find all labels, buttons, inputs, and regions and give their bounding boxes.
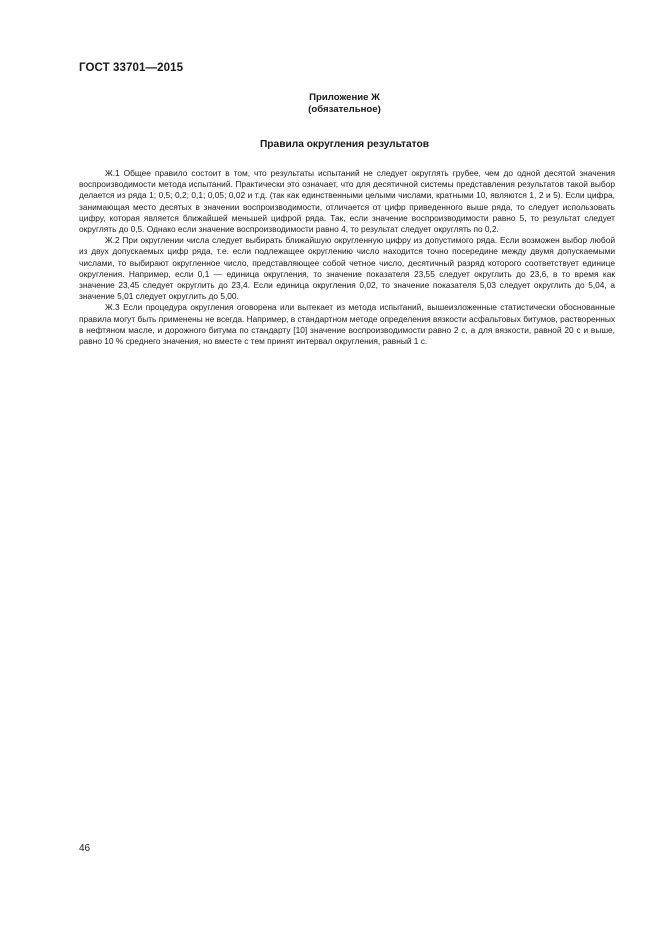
page-number: 46 — [79, 843, 91, 854]
document-header: ГОСТ 33701—2015 — [79, 62, 184, 74]
paragraph-zh2: Ж.2 При округлении числа следует выбирать ближайшую округленную цифру из допустимого ряда. Если возможен выбор любой из двух допускаемых цифр ряда, т.е. если подлежащее округлению число находится точно посередине между двумя допускаемыми числами, то выбирают округленное число, представляющее собой четное число, десятичный разряд которого соответствует единице округления. Например, если 0,1 — единица округления, то значение показателя 23,55 следует округлить до 23,6, в то время как значение 23,45 следует округлить до 23,4. Если единица округления 0,02, то значение показателя 5,03 следует округлить до 5,04, а значение 5,01 следует округлить до 5,00. — [79, 235, 615, 302]
body-text — [79, 168, 615, 347]
appendix-title: Приложение Ж — [309, 92, 380, 103]
appendix-status: (обязательное) — [308, 104, 381, 115]
paragraph-zh3: Ж.3 Если процедура округления оговорена или вытекает из метода испытаний, вышеизложенные статистически обоснованные правила могут быть применены не всегда. Например, в стандартном методе определения вязкости асфальтовых битумов, растворенных в нефтяном масле, и дорожного битума по стандарту [10] значение воспроизводимости равно 2 с, а для вязкости, равной 20 с и выше, равно 10 % среднего значения, но вместе с тем принят интервал округления, равный 1 с. — [79, 302, 615, 347]
section-title: Правила округления результатов — [259, 139, 430, 150]
paragraph-zh1: Ж.1 Общее правило состоит в том, что результаты испытаний не следует округлять грубее, чем до одной десятой значения воспроизводимости метода испытаний. Практически это означает, что для десятичной системы представления результатов такой выбор делается из ряда 1; 0,5; 0,2; 0,1; 0,05; 0,02 и т.д. (так как единственными целыми числами, кратными 10, являются 1, 2 и 5). Если цифра, занимающая место десятых в значении воспроизводимости, отличается от цифр приведенного выше ряда, то следует использовать цифру, которая является ближайшей меньшей цифрой ряда. Так, если значение воспроизводимости равно 5, то результат следует округлять до 0,5. Однако если значение воспроизводимости равно 4, то результат следует округлять по 0,2. — [79, 168, 615, 235]
